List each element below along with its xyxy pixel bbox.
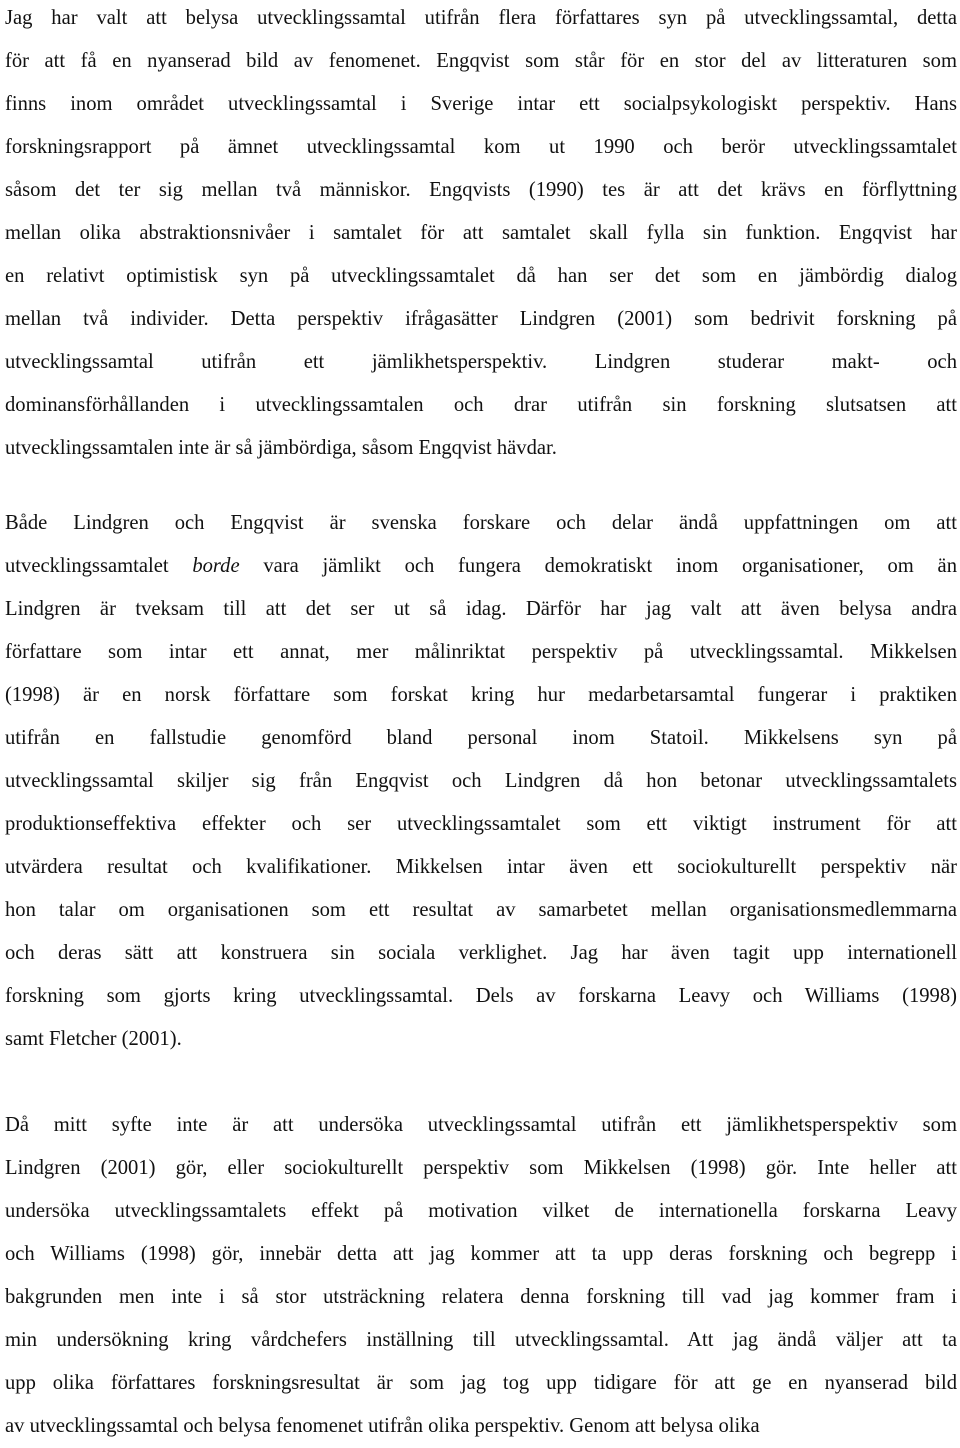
text-line: samt Fletcher (2001). (5, 1028, 182, 1050)
text-line: utvecklingssamtal skiljer sig från Engqvist och Lindgren då hon betonar utvecklingssamtalets (5, 770, 957, 792)
text-line: min undersökning kring vårdchefers inställning till utvecklingssamtal. Att jag ändå väljer att ta (5, 1329, 957, 1351)
paragraph-2 (5, 502, 957, 1061)
text-line: hon talar om organisationen som ett resultat av samarbetet mellan organisationsmedlemmarna (5, 899, 957, 921)
text-line: forskningsrapport på ämnet utvecklingssamtal kom ut 1990 och berör utvecklingssamtalet (5, 136, 957, 158)
text-line: och deras sätt att konstruera sin sociala verklighet. Jag har även tagit upp internationell (5, 942, 957, 964)
text-line: för att få en nyanserad bild av fenomenet. Engqvist som står för en stor del av litteraturen som (5, 50, 957, 72)
text-line: Då mitt syfte inte är att undersöka utvecklingssamtal utifrån ett jämlikhetsperspektiv som (5, 1114, 957, 1136)
text-line: Jag har valt att belysa utvecklingssamtal utifrån flera författares syn på utvecklingssamtal, detta (5, 7, 957, 29)
text-line: undersöka utvecklingssamtalets effekt på motivation vilket de internationella forskarna Leavy (5, 1200, 957, 1222)
text-line: (1998) är en norsk författare som forskat kring hur medarbetarsamtal fungerar i praktiken (5, 684, 957, 706)
paragraph-3 (5, 1104, 957, 1448)
text-line: finns inom området utvecklingssamtal i Sverige intar ett socialpsykologiskt perspektiv. Hans (5, 93, 957, 115)
text-line: produktionseffektiva effekter och ser utvecklingssamtalet som ett viktigt instrument för att (5, 813, 957, 835)
text-line: upp olika författares forskningsresultat är som jag tog upp tidigare för att ge en nyanserad bild (5, 1372, 957, 1394)
paragraph-1 (5, 0, 957, 470)
text-line: författare som intar ett annat, mer målinriktat perspektiv på utvecklingssamtal. Mikkelsen (5, 641, 957, 663)
text-line: mellan två individer. Detta perspektiv ifrågasätter Lindgren (2001) som bedrivit forskning på (5, 308, 957, 330)
text-line: utvecklingssamtal utifrån ett jämlikhetsperspektiv. Lindgren studerar makt- och (5, 351, 957, 373)
text-line: utvecklingssamtalen inte är så jämbördiga, såsom Engqvist hävdar. (5, 437, 557, 459)
text-line: Lindgren är tveksam till att det ser ut så idag. Därför har jag valt att även belysa andra (5, 598, 957, 620)
text-line: såsom det ter sig mellan två människor. Engqvists (1990) tes är att det krävs en förflyttning (5, 179, 957, 201)
text-line: mellan olika abstraktionsnivåer i samtalet för att samtalet skall fylla sin funktion. Engqvist har (5, 222, 957, 244)
text-line: utifrån en fallstudie genomförd bland personal inom Statoil. Mikkelsens syn på (5, 727, 957, 749)
text-line: och Williams (1998) gör, innebär detta att jag kommer att ta upp deras forskning och begrepp i (5, 1243, 957, 1265)
text-line: Lindgren (2001) gör, eller sociokulturellt perspektiv som Mikkelsen (1998) gör. Inte heller att (5, 1157, 957, 1179)
text-line: utvecklingssamtalet borde vara jämlikt och fungera demokratiskt inom organisationer, om än (5, 555, 957, 577)
text-line: av utvecklingssamtal och belysa fenomenet utifrån olika perspektiv. Genom att belysa olika (5, 1415, 760, 1437)
text-line: en relativt optimistisk syn på utvecklingssamtalet då han ser det som en jämbördig dialog (5, 265, 957, 287)
text-line: utvärdera resultat och kvalifikationer. Mikkelsen intar även ett sociokulturellt perspektiv när (5, 856, 957, 878)
text-line: dominansförhållanden i utvecklingssamtalen och drar utifrån sin forskning slutsatsen att (5, 394, 957, 416)
text-line: Både Lindgren och Engqvist är svenska forskare och delar ändå uppfattningen om att (5, 512, 957, 534)
text-line: forskning som gjorts kring utvecklingssamtal. Dels av forskarna Leavy och Williams (1998) (5, 985, 957, 1007)
text-line: bakgrunden men inte i så stor utsträckning relatera denna forskning till vad jag kommer fram i (5, 1286, 957, 1308)
